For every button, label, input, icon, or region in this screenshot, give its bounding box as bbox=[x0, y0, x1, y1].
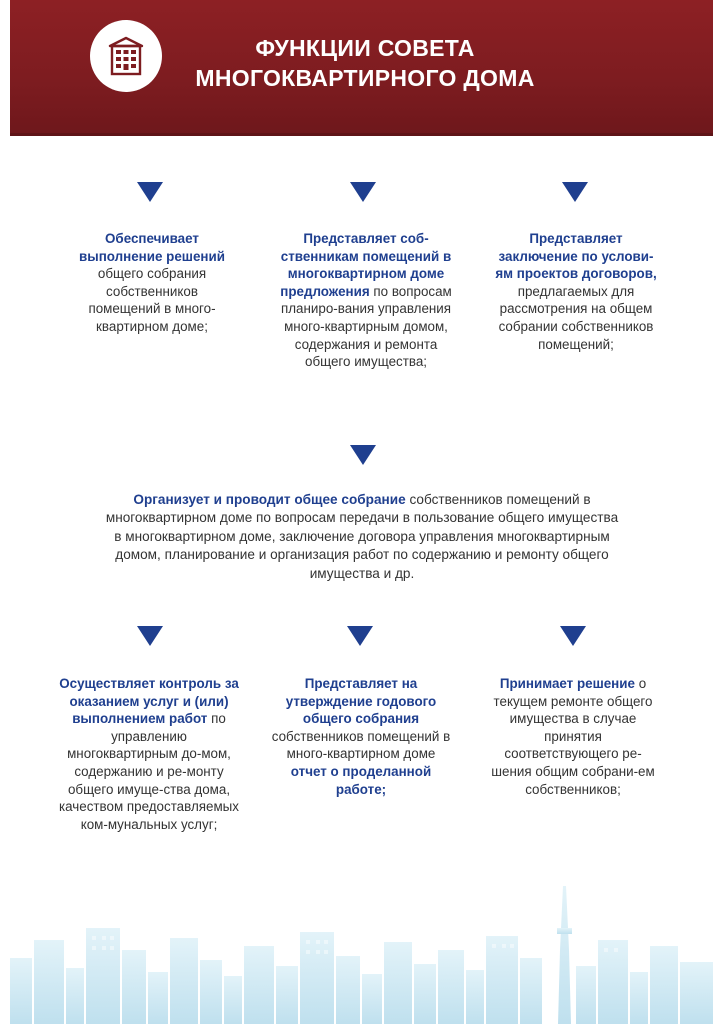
page-title-line1: ФУНКЦИИ СОВЕТА bbox=[255, 35, 475, 61]
arrow-down-icon bbox=[347, 626, 373, 646]
arrow-down-icon bbox=[562, 182, 588, 202]
arrow-down-icon bbox=[137, 626, 163, 646]
function-text: о текущем ремонте общего имущества в случае принятия соответствующего ре-шения общим собрани-ем собственников; bbox=[491, 676, 655, 797]
function-text: по вопросам планиро-вания управления много-квартирным домом, содержания и ремонта общего имущества; bbox=[280, 283, 452, 370]
function-text: предлагаемых для рассмотрения на общем собрании собственников помещений; bbox=[498, 283, 654, 352]
function-text: собственников помещений в много-квартирном доме bbox=[271, 728, 451, 762]
arrow-down-icon bbox=[137, 182, 163, 202]
function-heading: Представляет заключение по услови-ям проектов договоров, bbox=[495, 231, 657, 282]
function-decision bbox=[487, 675, 659, 798]
function-contract-conclusion bbox=[490, 230, 662, 353]
function-heading: Представляет соб-ственникам помещений в многоквартирном доме предложения bbox=[280, 231, 452, 299]
function-organize-meeting bbox=[102, 491, 622, 583]
city-skyline-illustration bbox=[10, 880, 713, 1024]
function-heading-report: отчет о проделанной работе; bbox=[290, 763, 432, 797]
apartment-building-icon bbox=[108, 36, 144, 76]
page-title-line2: МНОГОКВАРТИРНОГО ДОМА bbox=[195, 65, 535, 91]
arrow-down-icon bbox=[350, 182, 376, 202]
function-annual-report bbox=[268, 675, 454, 798]
arrow-down-icon bbox=[560, 626, 586, 646]
function-heading: Принимает решение bbox=[499, 676, 635, 691]
function-heading: Представляет на утверждение годового общего собрания bbox=[285, 676, 437, 727]
function-heading: Осуществляет контроль за оказанием услуг и (или) выполнением работ bbox=[59, 676, 239, 727]
function-text: общего собрания собственников помещений в много-квартирном доме; bbox=[88, 266, 216, 334]
function-heading: Организует и проводит общее собрание bbox=[133, 492, 406, 507]
header-divider bbox=[10, 133, 713, 136]
function-owner-proposals bbox=[276, 230, 456, 371]
function-text: по управлению многоквартирным до-мом, содержанию и ре-монту общего имуще-ства дома, качеством предоставляемых ком-мунальных услуг; bbox=[59, 711, 239, 832]
arrow-down-icon bbox=[350, 445, 376, 465]
page-title bbox=[170, 33, 560, 93]
function-text: собственников помещений в многоквартирном доме по вопросам передачи в пользование общего имущества в многоквартирном доме, заключение договора управления многоквартирным домом, планирование и организация работ по содержанию и ремонту общего имущества и др. bbox=[105, 492, 619, 581]
function-provide-decisions bbox=[72, 230, 232, 336]
function-control bbox=[58, 675, 240, 833]
function-heading: Обеспечивает выполнение решений bbox=[79, 231, 225, 264]
logo-badge bbox=[90, 20, 162, 92]
